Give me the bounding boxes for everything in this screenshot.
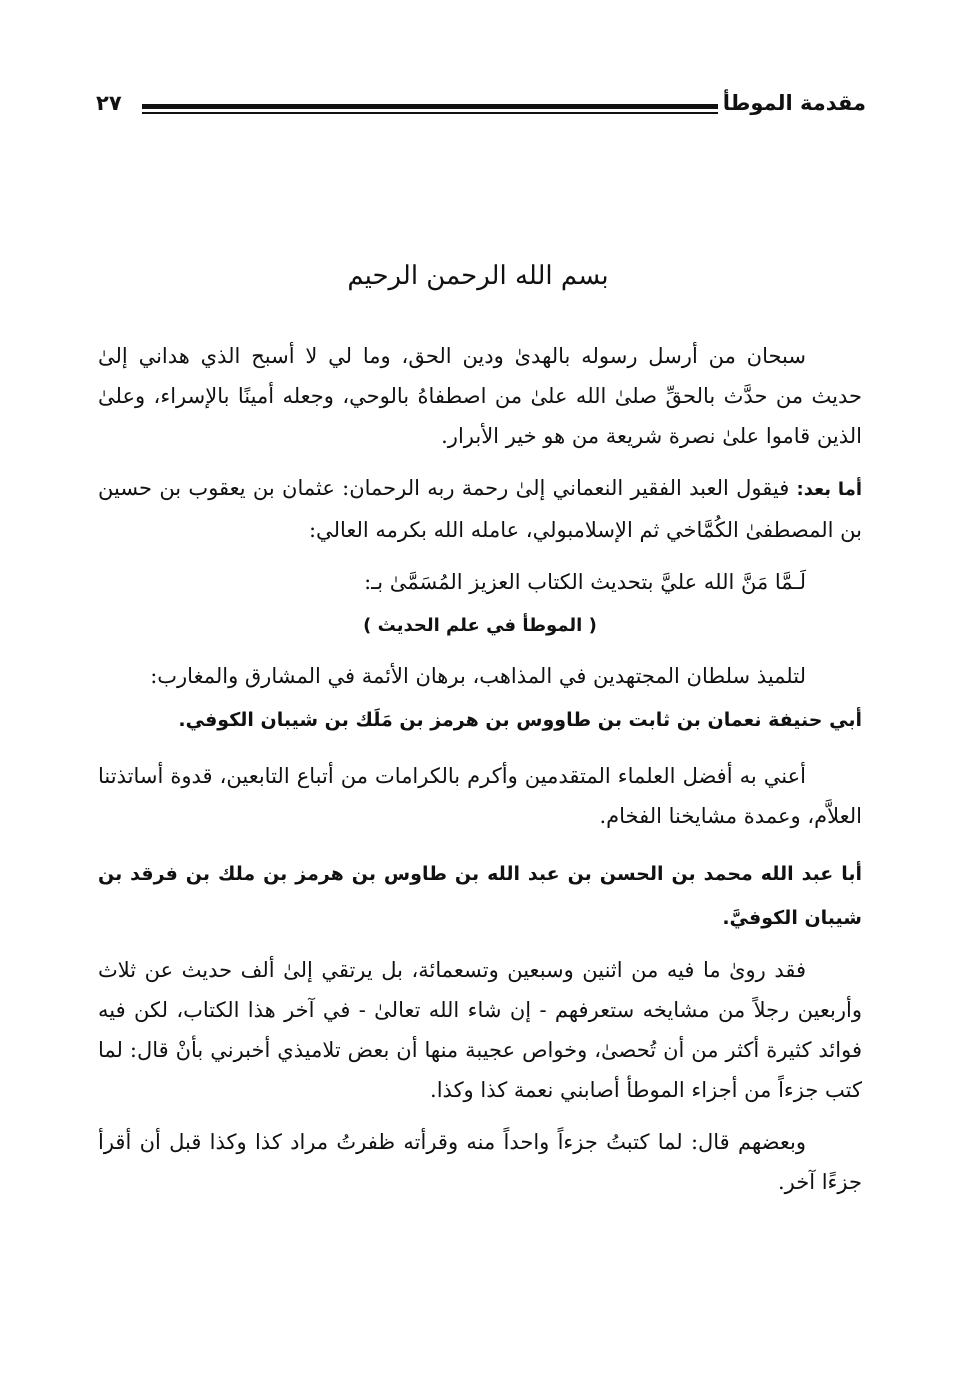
paragraph-narrations: فقد روىٰ ما فيه من اثنين وسبعين وتسعمائة، بل يرتقي إلىٰ ألف حديث عن ثلاث وأربعين رجلاً من مشايخه ستعرفهم - إن شاء الله تعالىٰ - في آخر هذا الكتاب، لكن فيه فوائد كثيرة أكثر من أن تُحصىٰ، وخواص عجيبة منها أن بعض تلاميذي أخبرني بأنْ قال: لما كتب جزءاً من أجزاء الموطأ أصابني نعمة كذا وكذا. [98, 958, 862, 1102]
header-title: مقدمة الموطأ [722, 91, 866, 115]
paragraph-lead: أما بعد: [796, 479, 863, 500]
basmala-calligraphy [330, 256, 626, 308]
paragraph-lamma: لَـمَّا مَنَّ الله عليَّ بتحديث الكتاب العزيز المُسَمَّىٰ بـ: [364, 570, 806, 594]
header-rule [142, 104, 718, 114]
main-text [98, 336, 862, 1214]
header-rule-thin [142, 112, 718, 114]
paragraph-student: لتلميذ سلطان المجتهدين في المذاهب، برهان الأئمة في المشارق والمغارب: [150, 664, 806, 688]
page-number: ٢٧ [96, 91, 122, 115]
paragraph-rest: فيقول العبد الفقير النعماني إلىٰ رحمة ربه الرحمان: عثمان بن يعقوب بن حسين بن المصطفىٰ الكُمَّاخي ثم الإسلامبولي، عامله الله بكرمه العالي: [98, 476, 862, 542]
paragraph-amma-bad [98, 468, 862, 550]
paragraph-closing: وبعضهم قال: لما كتبتُ جزءاً واحداً منه وقرأته ظفرتُ مراد كذا وكذا قبل أن أقرأ جزءًا آخر. [98, 1130, 862, 1194]
header-rule-thick [142, 104, 718, 109]
basmala-text: بسم الله الرحمن الرحيم [347, 261, 609, 291]
running-header [96, 84, 866, 124]
bold-name-muhammad: أبا عبد الله محمد بن الحسن بن عبد الله بن طاوس بن هرمز بن ملك بن فرقد بن شيبان الكوفيَّ. [98, 863, 862, 929]
bold-name-abu-hanifa: أبي حنيفة نعمان بن ثابت بن طاووس بن هرمز بن مَلَك بن شيبان الكوفي. [178, 709, 862, 731]
book-title: ( الموطأ في علم الحديث ) [363, 615, 597, 636]
paragraph-opening: سبحان من أرسل رسوله بالهدىٰ ودين الحق، وما لي لا أسبح الذي هداني إلىٰ حديث من حدَّث بالحقِّ صلىٰ الله علىٰ من اصطفاهُ بالوحي، وجعله أمينًا بالإسراء، وعلىٰ الذين قاموا علىٰ نصرة شريعة من هو خير الأبرار. [98, 344, 862, 448]
paragraph-description: أعني به أفضل العلماء المتقدمين وأكرم بالكرامات من أتباع التابعين، قدوة أساتذتنا العلاَّم، وعمدة مشايخنا الفخام. [98, 764, 862, 828]
